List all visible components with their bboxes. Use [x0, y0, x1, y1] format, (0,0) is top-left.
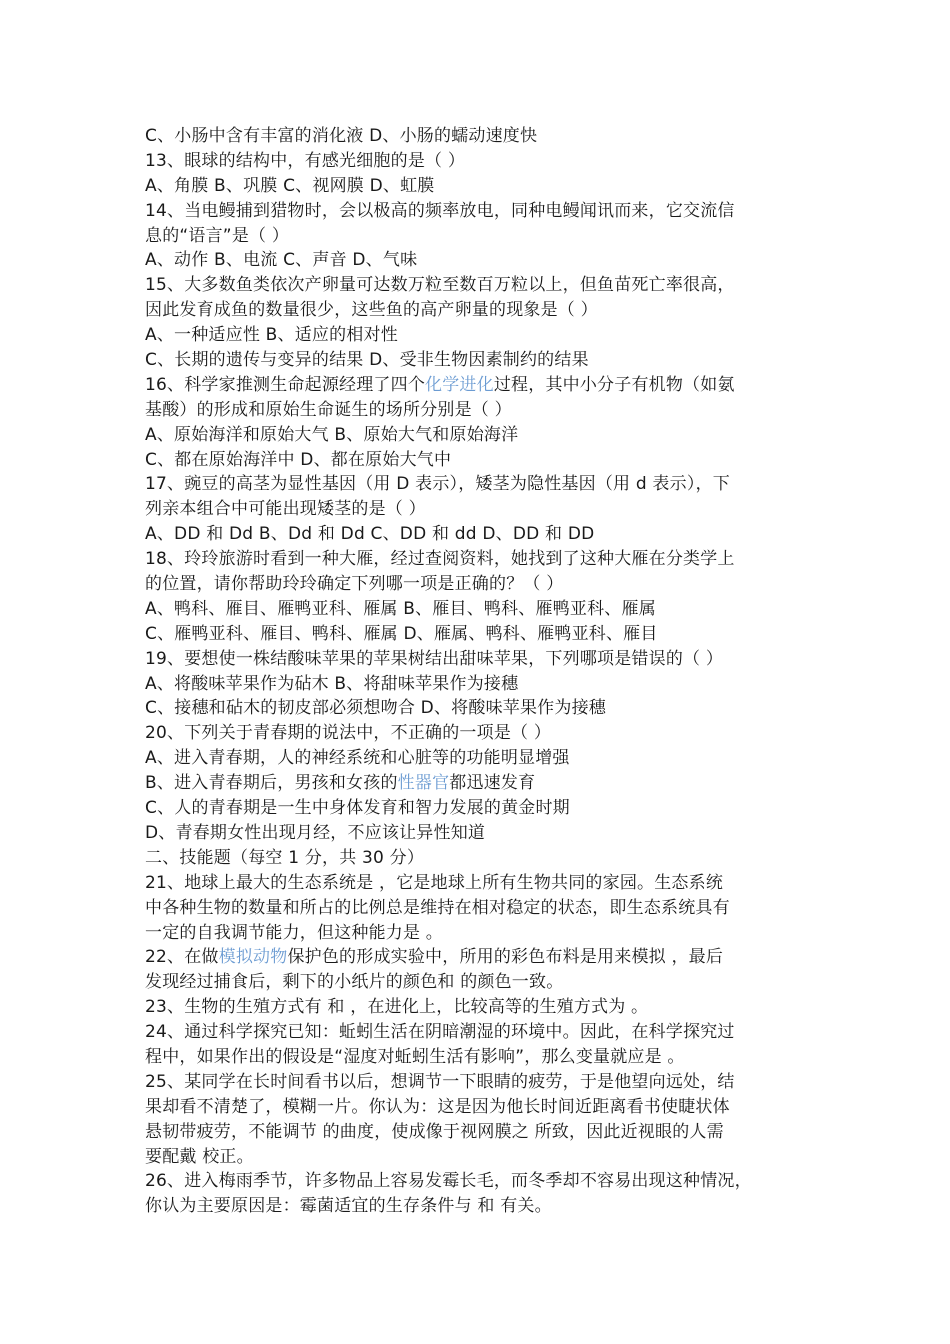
text-line	[145, 323, 810, 348]
line-text: 21、地球上最大的生态系统是 ，它是地球上所有生物共同的家园。生态系统	[145, 872, 724, 893]
line-text: 要配戴 校正。	[145, 1146, 254, 1167]
document-page	[145, 124, 810, 1219]
text-line	[145, 871, 810, 896]
line-text: 20、下列关于青春期的说法中，不正确的一项是（ ）	[145, 723, 552, 744]
keyword-link[interactable]: 性器官	[397, 773, 450, 794]
line-text: C、小肠中含有丰富的消化液 D、小肠的蠕动速度快	[145, 126, 538, 146]
text-line	[145, 472, 810, 497]
text-line	[145, 124, 810, 149]
line-text: 25、某同学在长时间看书以后，想调节一下眼睛的疲劳，于是他望向远处，结	[145, 1071, 735, 1092]
text-line	[145, 1020, 810, 1045]
text-line	[145, 248, 810, 273]
line-text: 19、要想使一株结酸味苹果的苹果树结出甜味苹果，下列哪项是错误的（ ）	[145, 648, 724, 669]
text-line	[145, 398, 810, 423]
text-line	[145, 298, 810, 323]
text-line	[145, 696, 810, 721]
text-line	[145, 995, 810, 1020]
text-line	[145, 846, 810, 871]
line-text: 因此发育成鱼的数量很少，这些鱼的高产卵量的现象是（ ）	[145, 300, 598, 321]
line-text: 中各种生物的数量和所占的比例总是维持在相对稳定的状态，即生态系统具有	[145, 897, 730, 918]
line-text: A、一种适应性 B、适应的相对性	[145, 325, 398, 346]
line-text: C、都在原始海洋中 D、都在原始大气中	[145, 449, 452, 470]
line-text: B、进入青春期后，男孩和女孩的	[145, 773, 398, 794]
line-text: 列亲本组合中可能出现矮茎的是（ ）	[145, 499, 426, 520]
text-line	[145, 224, 810, 249]
line-text: 一定的自我调节能力，但这种能力是 。	[145, 922, 444, 943]
text-line	[145, 746, 810, 771]
line-text: C、接穗和砧木的韧皮部必须想吻合 D、将酸味苹果作为接穗	[145, 698, 606, 719]
text-line	[145, 1070, 810, 1095]
text-line	[145, 721, 810, 746]
line-text: 16、科学家推测生命起源经理了四个	[145, 374, 426, 395]
line-text: 二、技能题（每空 1 分，共 30 分）	[145, 847, 425, 868]
line-text: 程中，如果作出的假设是“湿度对蚯蚓生活有影响”，那么变量就应是 。	[145, 1046, 685, 1067]
line-text: 过程，其中小分子有机物（如氨	[493, 374, 735, 395]
text-line	[145, 970, 810, 995]
line-text: 15、大多数鱼类依次产卵量可达数万粒至数百万粒以上，但鱼苗死亡率很高，	[145, 275, 735, 296]
text-line	[145, 1169, 810, 1194]
text-line	[145, 174, 810, 199]
text-line	[145, 796, 810, 821]
line-text: 的位置，请你帮助玲玲确定下列哪一项是正确的？（ ）	[145, 574, 564, 595]
text-line	[145, 647, 810, 672]
line-text: A、动作 B、电流 C、声音 D、气味	[145, 250, 418, 271]
text-line	[145, 149, 810, 174]
line-text: 基酸）的形成和原始生命诞生的场所分别是（ ）	[145, 399, 512, 420]
line-text: C、长期的遗传与变异的结果 D、受非生物因素制约的结果	[145, 350, 589, 371]
text-line	[145, 348, 810, 373]
text-line	[145, 448, 810, 473]
line-text: A、鸭科、雁目、雁鸭亚科、雁属 B、雁目、鸭科、雁鸭亚科、雁属	[145, 598, 656, 619]
text-line	[145, 273, 810, 298]
text-line	[145, 896, 810, 921]
text-line	[145, 1194, 810, 1219]
text-line	[145, 522, 810, 547]
text-line	[145, 1120, 810, 1145]
text-line	[145, 771, 810, 796]
line-text: 14、当电鳗捕到猎物时，会以极高的频率放电，同种电鳗闻讯而来，它交流信	[145, 200, 735, 221]
line-text: 都迅速发育	[449, 773, 536, 794]
line-text: 发现经过捕食后，剩下的小纸片的颜色和 的颜色一致。	[145, 972, 564, 993]
line-text: 保护色的形成实验中，所用的彩色布料是用来模拟 ，最后	[287, 947, 724, 968]
text-line	[145, 672, 810, 697]
line-text: 息的“语言”是（ ）	[145, 225, 290, 246]
text-line	[145, 423, 810, 448]
line-text: A、DD 和 Dd B、Dd 和 Dd C、DD 和 dd D、DD 和 DD	[145, 524, 595, 545]
line-text: 17、豌豆的高茎为显性基因（用 D 表示），矮茎为隐性基因（用 d 表示），下	[145, 474, 730, 495]
text-line	[145, 199, 810, 224]
text-line	[145, 921, 810, 946]
text-line	[145, 622, 810, 647]
line-text: 18、玲玲旅游时看到一种大雁，经过查阅资料，她找到了这种大雁在分类学上	[145, 549, 735, 570]
line-text: 悬韧带疲劳，不能调节 的曲度，使成像于视网膜之 所致，因此近视眼的人需	[145, 1121, 724, 1142]
text-line	[145, 1145, 810, 1170]
keyword-link[interactable]: 模拟动物	[218, 947, 288, 968]
text-line	[145, 572, 810, 597]
text-line	[145, 547, 810, 572]
text-line	[145, 373, 810, 398]
line-text: D、青春期女性出现月经，不应该让异性知道	[145, 822, 486, 843]
line-text: 果却看不清楚了，模糊一片。你认为：这是因为他长时间近距离看书使睫状体	[145, 1096, 730, 1117]
line-text: A、原始海洋和原始大气 B、原始大气和原始海洋	[145, 424, 519, 445]
line-text: 你认为主要原因是：霉菌适宜的生存条件与 和 有关。	[145, 1196, 552, 1217]
line-text: A、将酸味苹果作为砧木 B、将甜味苹果作为接穗	[145, 673, 519, 694]
line-text: A、进入青春期，人的神经系统和心脏等的功能明显增强	[145, 748, 570, 769]
line-text: 26、进入梅雨季节，许多物品上容易发霉长毛，而冬季却不容易出现这种情况，	[145, 1171, 752, 1192]
line-text: 23、生物的生殖方式有 和 ，在进化上，比较高等的生殖方式为 。	[145, 997, 649, 1018]
text-line	[145, 1045, 810, 1070]
text-line	[145, 497, 810, 522]
text-line	[145, 1095, 810, 1120]
text-line	[145, 597, 810, 622]
text-line	[145, 821, 810, 846]
text-line	[145, 945, 810, 970]
line-text: C、人的青春期是一生中身体发育和智力发展的黄金时期	[145, 798, 570, 819]
line-text: C、雁鸭亚科、雁目、鸭科、雁属 D、雁属、鸭科、雁鸭亚科、雁目	[145, 623, 658, 644]
line-text: 24、通过科学探究已知：蚯蚓生活在阴暗潮湿的环境中。因此，在科学探究过	[145, 1022, 735, 1043]
line-text: 22、在做	[145, 947, 219, 968]
keyword-link[interactable]: 化学进化	[425, 374, 494, 395]
line-text: 13、眼球的结构中，有感光细胞的是（ ）	[145, 150, 466, 171]
line-text: A、角膜 B、巩膜 C、视网膜 D、虹膜	[145, 175, 435, 196]
